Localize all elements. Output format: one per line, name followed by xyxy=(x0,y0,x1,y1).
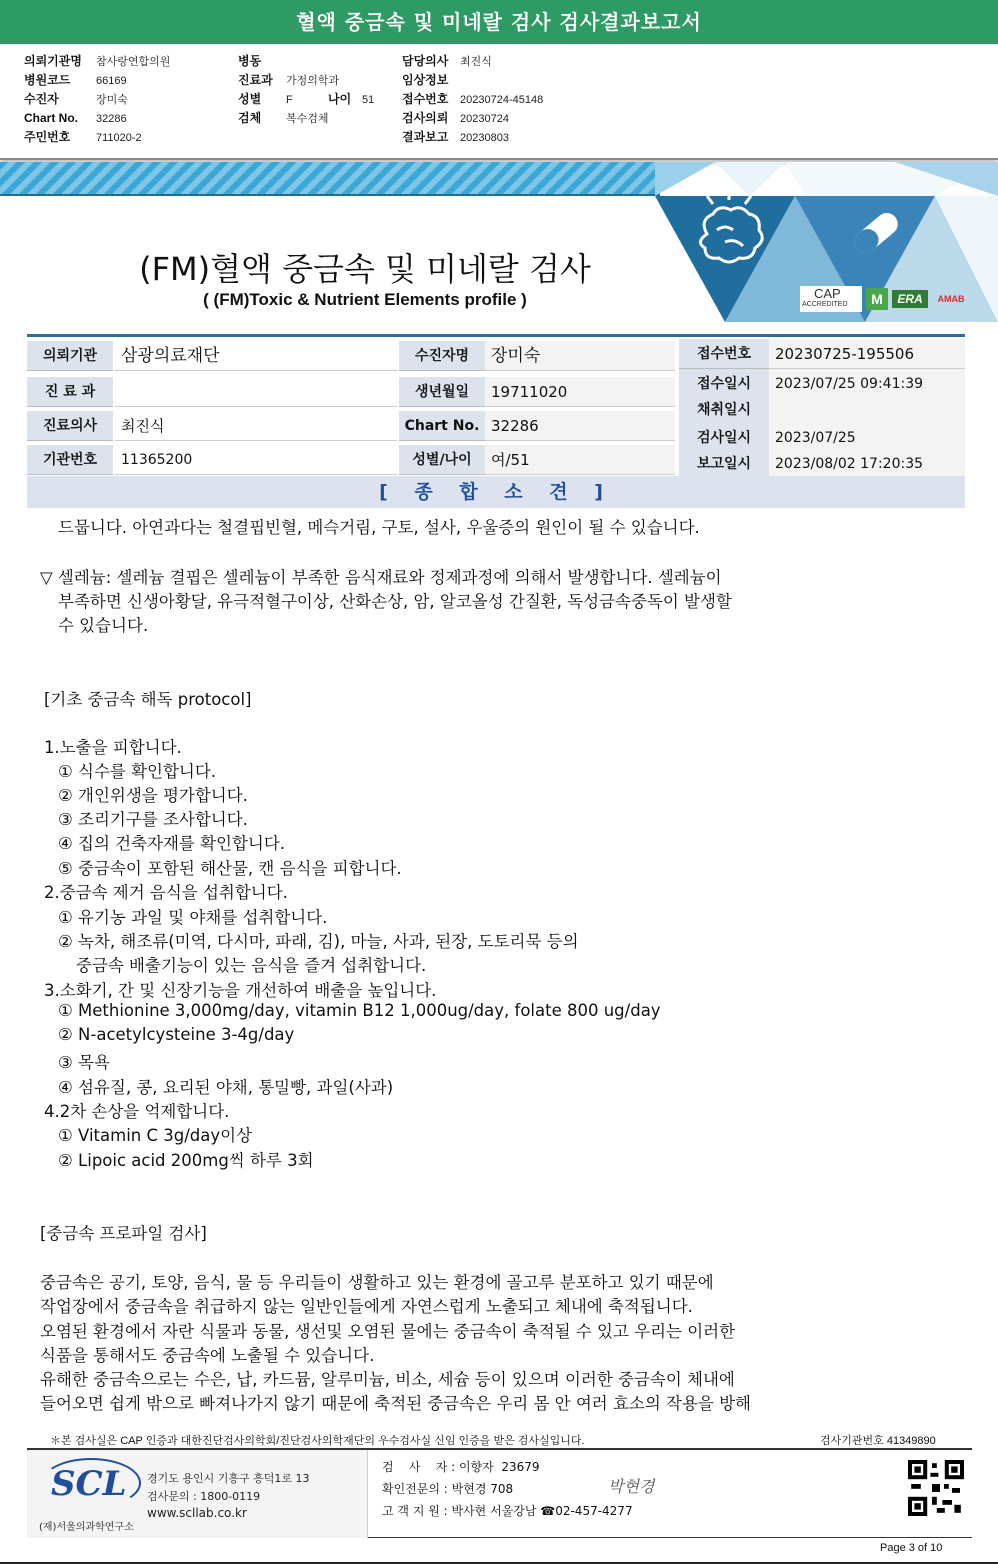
confirming-specialist: 확인전문의 : 박현경 708 xyxy=(382,1482,514,1496)
body-line: 중금속은 공기, 토양, 음식, 물 등 우리들이 생활하고 있는 환경에 골고루 분포하고 있기 때문에 xyxy=(40,1273,714,1292)
value-test-datetime: 2023/07/25 xyxy=(769,423,965,453)
value-receipt-datetime: 2023/07/25 09:41:39 xyxy=(769,369,965,399)
footer-signatures xyxy=(367,1450,972,1538)
body-line: 2.중금속 제거 음식을 섭취합니다. xyxy=(44,883,288,902)
lm-logo: M xyxy=(866,288,888,310)
value-department xyxy=(115,377,397,407)
report-sub-title: ( (FM)Toxic & Nutrient Elements profile ) xyxy=(203,290,527,309)
body-line: [기초 중금속 해독 protocol] xyxy=(44,690,252,709)
upper-value: 가정의학과 xyxy=(286,75,340,87)
body-line: 드뭅니다. 아연과다는 철결핍빈혈, 메슥거림, 구토, 설사, 우울증의 원인이 될 수 있습니다. xyxy=(58,518,700,537)
body-line: ① 유기농 과일 및 야채를 섭취합니다. xyxy=(58,908,328,927)
body-line: ② 녹차, 해조류(미역, 다시마, 파래, 김), 마늘, 사과, 된장, 도토리묵 등의 xyxy=(58,932,579,951)
label-chart-number: Chart No. xyxy=(399,411,485,441)
label-sex-age: 성별/나이 xyxy=(399,445,485,475)
value-institution-number: 11365200 xyxy=(115,445,397,475)
upper-info-col3 xyxy=(402,52,543,147)
cap-logo-text: CAP xyxy=(814,286,841,301)
body-line: ① Methionine 3,000mg/day, vitamin B12 1,000ug/day, folate 800 ug/day xyxy=(58,1001,661,1020)
body-line: ③ 목욕 xyxy=(58,1053,110,1072)
upper-label: 병원코드 xyxy=(24,73,71,87)
upper-value: 참사랑연합의원 xyxy=(96,56,171,68)
body-line: 3.소화기, 간 및 신장기능을 개선하여 배출을 높입니다. xyxy=(44,981,437,1000)
lab-inquiry-phone: 검사문의 : 1800-0119 xyxy=(147,1490,261,1503)
upper-label: 의뢰기관명 xyxy=(24,54,82,68)
body-line: 식품을 통해서도 중금속에 노출될 수 있습니다. xyxy=(40,1346,375,1365)
body-line: 1.노출을 피합니다. xyxy=(44,738,182,757)
value-requesting-institution: 삼광의료재단 xyxy=(115,341,397,371)
label-report-datetime: 보고일시 xyxy=(679,449,769,479)
body-line: ④ 섬유질, 콩, 요리된 야채, 통밀빵, 과일(사과) xyxy=(58,1078,394,1097)
body-line: 중금속 배출기능이 있는 음식을 즐겨 섭취합니다. xyxy=(76,956,427,975)
body-line: 들어오면 쉽게 밖으로 빠져나가지 않기 때문에 축적된 중금속은 우리 몸 안 여러 효소의 작용을 방해 xyxy=(40,1394,751,1413)
body-line: ⑤ 중금속이 포함된 해산물, 캔 음식을 피합니다. xyxy=(58,859,402,878)
age-value: 51 xyxy=(362,94,375,106)
upper-label: 검사의뢰 xyxy=(402,111,449,125)
label-institution-number: 기관번호 xyxy=(27,445,113,475)
upper-value: 32286 xyxy=(96,113,127,125)
footer-certification-note: ＊본 검사실은 CAP 인증과 대한진단검사의학회/진단검사의학재단의 우수검사실 신임 인증을 받은 검사실입니다. xyxy=(50,1435,585,1447)
upper-label: 진료과 xyxy=(238,73,273,87)
upper-value: F xyxy=(286,94,293,106)
upper-label: 담당의사 xyxy=(402,54,449,68)
header-stripe-band xyxy=(0,162,660,196)
lab-website-link[interactable]: www.scllab.co.kr xyxy=(147,1506,247,1520)
label-test-datetime: 검사일시 xyxy=(679,423,769,453)
body-line: ① 식수를 확인합니다. xyxy=(58,762,217,781)
page-number: Page 3 of 10 xyxy=(880,1542,943,1554)
body-line: 부족하면 신생아황달, 유극적혈구이상, 산화손상, 암, 알코올성 간질환, 독성금속중독이 발생할 xyxy=(58,592,732,611)
label-patient-name: 수진자명 xyxy=(399,341,485,371)
cap-logo xyxy=(800,286,862,312)
amab-logo: AMAB xyxy=(937,294,965,304)
upper-label: Chart No. xyxy=(24,111,78,125)
body-line: ② Lipoic acid 200mg씩 하루 3회 xyxy=(58,1151,314,1170)
body-line: [중금속 프로파일 검사] xyxy=(40,1224,207,1243)
body-line: 4.2차 손상을 억제합니다. xyxy=(44,1102,230,1121)
value-receipt-number: 20230725-195506 xyxy=(769,339,965,369)
institution-number xyxy=(820,1432,936,1448)
value-birthdate: 19711020 xyxy=(485,377,675,407)
body-line: 오염된 환경에서 자란 식물과 동물, 생선및 오염된 물에는 중금속이 축적될 수 있고 우리는 이러한 xyxy=(40,1322,736,1341)
upper-value: 장미숙 xyxy=(96,94,128,106)
summary-opinion-header: [ 종 합 소 견 ] xyxy=(27,476,965,508)
upper-label: 접수번호 xyxy=(402,92,449,106)
label-receipt-number: 접수번호 xyxy=(679,339,769,369)
certification-logos xyxy=(800,284,990,314)
value-collection-datetime xyxy=(769,395,965,425)
upper-value: 711020-2 xyxy=(96,132,142,144)
header-stripe-edge xyxy=(0,194,660,196)
body-line: 작업장에서 중금속을 취급하지 않는 일반인들에게 자연스럽게 노출되고 체내에 축적됩니다. xyxy=(40,1297,693,1316)
body-line: ▽ 셀레늄: 셀레늄 결핍은 셀레늄이 부족한 음식재료와 정제과정에 의해서 발생합니다. 셀레늄이 xyxy=(40,568,722,587)
upper-label: 임상정보 xyxy=(402,73,449,87)
body-line: 유해한 중금속으로는 수은, 납, 카드뮴, 알루미늄, 비소, 세슘 등이 있으며 이러한 중금속이 체내에 xyxy=(40,1370,735,1389)
institution-number-label: 검사기관번호 xyxy=(820,1435,884,1447)
label-receipt-datetime: 접수일시 xyxy=(679,369,769,399)
value-physician: 최진식 xyxy=(115,411,397,441)
scl-logo: SCL xyxy=(51,1464,127,1504)
upper-label: 성별 xyxy=(238,92,262,106)
upper-label: 병동 xyxy=(238,54,262,68)
value-sex-age: 여/51 xyxy=(485,445,675,475)
footer-lab-info xyxy=(27,1450,367,1538)
examiner: 검 사 자 : 이향자 23679 xyxy=(382,1460,540,1474)
upper-value: 66169 xyxy=(96,75,127,87)
body-line: ① Vitamin C 3g/day이상 xyxy=(58,1126,253,1145)
upper-info-col2 xyxy=(238,52,374,128)
body-line: ② N-acetylcysteine 3-4g/day xyxy=(58,1025,295,1044)
qr-code-icon xyxy=(908,1460,964,1516)
body-line: ④ 집의 건축자재를 확인합니다. xyxy=(58,834,286,853)
value-chart-number: 32286 xyxy=(485,411,675,441)
age-label: 나이 xyxy=(328,92,352,106)
institution-number-value: 41349890 xyxy=(886,1435,936,1447)
customer-support: 고 객 지 원 : 박사현 서울강남 ☎02-457-4277 xyxy=(382,1504,633,1518)
specialist-signature: 박현경 xyxy=(608,1477,655,1496)
upper-info-col1 xyxy=(24,52,170,147)
footer-note xyxy=(50,1432,950,1448)
upper-value: 20230803 xyxy=(460,132,509,144)
upper-label: 결과보고 xyxy=(402,130,449,144)
upper-value: 20230724-45148 xyxy=(460,94,544,106)
era-logo: ERA xyxy=(892,290,928,308)
body-line: 수 있습니다. xyxy=(58,616,149,635)
cap-logo-subtext: ACCREDITED xyxy=(802,301,848,308)
report-banner-title: 혈액 중금속 및 미네랄 검사 검사결과보고서 xyxy=(0,0,998,44)
upper-value: 최진식 xyxy=(460,56,492,68)
scl-logo-arc xyxy=(41,1458,141,1508)
lab-address: 경기도 용인시 기흥구 흥덕1로 13 xyxy=(147,1472,310,1485)
body-line: ② 개인위생을 평가합니다. xyxy=(58,786,248,805)
upper-value: 20230724 xyxy=(460,113,509,125)
label-department: 진 료 과 xyxy=(27,377,113,407)
upper-value: 복수검체 xyxy=(286,113,329,125)
value-patient-name: 장미숙 xyxy=(485,341,675,371)
footer-box xyxy=(27,1448,972,1538)
body-line: ③ 조리기구를 조사합니다. xyxy=(58,810,248,829)
label-collection-datetime: 채취일시 xyxy=(679,395,769,425)
patient-info-table xyxy=(27,334,965,474)
label-physician: 진료의사 xyxy=(27,411,113,441)
upper-patient-info xyxy=(0,44,998,160)
report-main-title: (FM)혈액 중금속 및 미네랄 검사 xyxy=(139,250,591,288)
upper-label: 수진자 xyxy=(24,92,59,106)
value-report-datetime: 2023/08/02 17:20:35 xyxy=(769,449,965,479)
upper-label: 검체 xyxy=(238,111,262,125)
label-birthdate: 생년월일 xyxy=(399,377,485,407)
label-requesting-institution: 의뢰기관 xyxy=(27,341,113,371)
scl-logo-subtext: (재)서울의과학연구소 xyxy=(39,1522,134,1533)
upper-label: 주민번호 xyxy=(24,130,71,144)
